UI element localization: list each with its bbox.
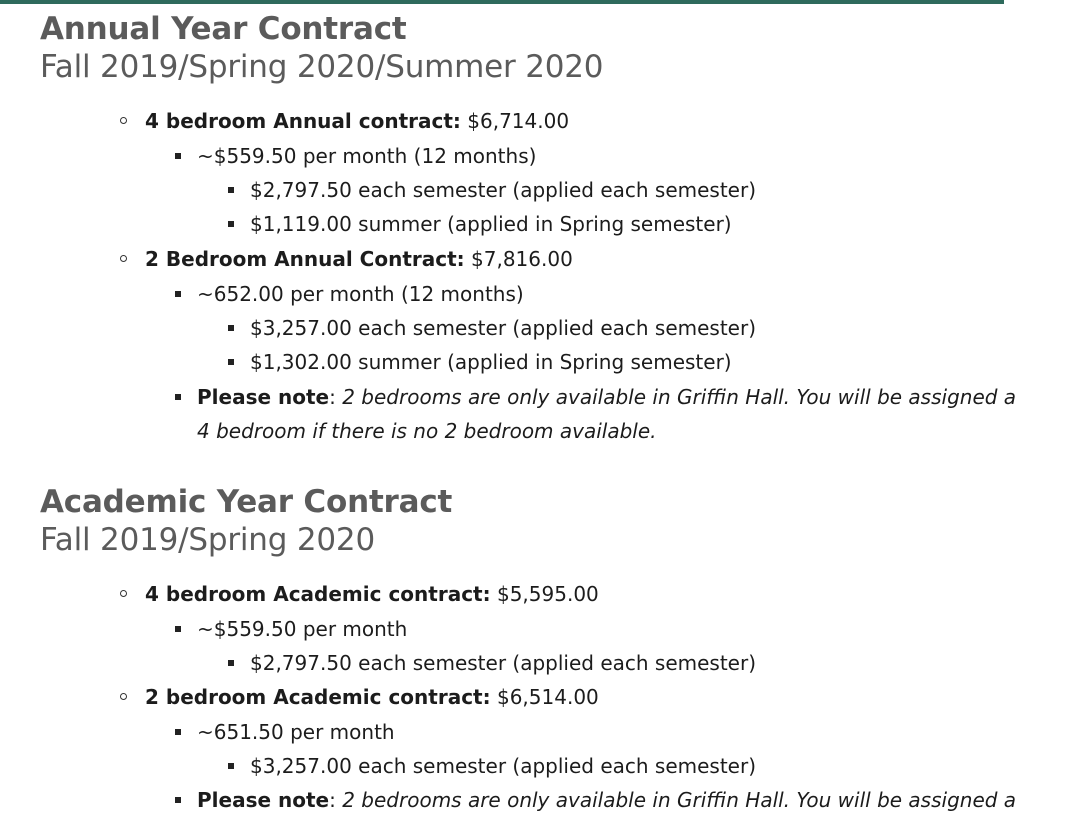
- academic-four-bed-price: $5,595.00: [490, 582, 599, 606]
- circle-bullet-icon: [120, 255, 127, 262]
- academic-four-bed-item: [145, 577, 599, 611]
- annual-note-colon: :: [329, 385, 336, 409]
- academic-note-label: Please note: [197, 788, 330, 812]
- annual-note-continuation: 4 bedroom if there is no 2 bedroom available.: [197, 419, 657, 443]
- academic-contract-title: Academic Year Contract: [40, 484, 453, 520]
- annual-contract-title: Annual Year Contract: [40, 11, 407, 47]
- annual-four-bed-price: $6,714.00: [460, 109, 570, 133]
- square-bullet-icon: [175, 626, 181, 632]
- annual-contract-heading: [40, 10, 1040, 86]
- academic-two-bed-monthly: ~651.50 per month: [197, 720, 395, 744]
- annual-four-bed-label: 4 bedroom Annual contract:: [145, 109, 461, 133]
- annual-two-bed-monthly: ~652.00 per month (12 months): [197, 282, 524, 306]
- academic-four-bed-semester: $2,797.50 each semester (applied each semester): [250, 651, 757, 675]
- annual-two-bed-label: 2 Bedroom Annual Contract:: [145, 247, 465, 271]
- academic-two-bed-price: $6,514.00: [490, 685, 599, 709]
- square-bullet-icon: [228, 187, 234, 193]
- academic-contract-subtitle: Fall 2019/Spring 2020: [40, 522, 375, 558]
- academic-two-bed-semester: $3,257.00 each semester (applied each semester): [250, 754, 757, 778]
- annual-note-label: Please note: [197, 385, 330, 409]
- annual-contract-subtitle: Fall 2019/Spring 2020/Summer 2020: [40, 49, 604, 85]
- square-bullet-icon: [228, 660, 234, 666]
- top-divider: [0, 0, 1004, 4]
- square-bullet-icon: [175, 153, 181, 159]
- annual-note-text: 2 bedrooms are only available in Griffin Hall. You will be assigned a: [335, 385, 1017, 409]
- annual-four-bed-item: [145, 104, 569, 138]
- academic-note-text: 2 bedrooms are only available in Griffin Hall. You will be assigned a: [335, 788, 1017, 812]
- circle-bullet-icon: [120, 590, 127, 597]
- square-bullet-icon: [175, 394, 181, 400]
- square-bullet-icon: [228, 359, 234, 365]
- annual-two-bed-summer: $1,302.00 summer (applied in Spring semester): [250, 350, 732, 374]
- academic-four-bed-monthly: ~$559.50 per month: [197, 617, 408, 641]
- annual-two-bed-price: $7,816.00: [464, 247, 573, 271]
- square-bullet-icon: [175, 291, 181, 297]
- circle-bullet-icon: [120, 117, 127, 124]
- academic-note: [197, 783, 1016, 814]
- annual-two-bed-semester: $3,257.00 each semester (applied each semester): [250, 316, 757, 340]
- annual-four-bed-semester: $2,797.50 each semester (applied each semester): [250, 178, 757, 202]
- annual-two-bed-item: [145, 242, 573, 276]
- square-bullet-icon: [228, 325, 234, 331]
- annual-four-bed-summer: $1,119.00 summer (applied in Spring semester): [250, 212, 732, 236]
- annual-four-bed-monthly: ~$559.50 per month (12 months): [197, 144, 537, 168]
- square-bullet-icon: [228, 221, 234, 227]
- academic-note-colon: :: [329, 788, 336, 812]
- square-bullet-icon: [175, 797, 181, 803]
- academic-two-bed-item: [145, 680, 599, 714]
- annual-note: [197, 380, 1016, 414]
- square-bullet-icon: [228, 763, 234, 769]
- academic-four-bed-label: 4 bedroom Academic contract:: [145, 582, 491, 606]
- academic-two-bed-label: 2 bedroom Academic contract:: [145, 685, 491, 709]
- square-bullet-icon: [175, 729, 181, 735]
- circle-bullet-icon: [120, 693, 127, 700]
- academic-contract-heading: [40, 483, 1040, 559]
